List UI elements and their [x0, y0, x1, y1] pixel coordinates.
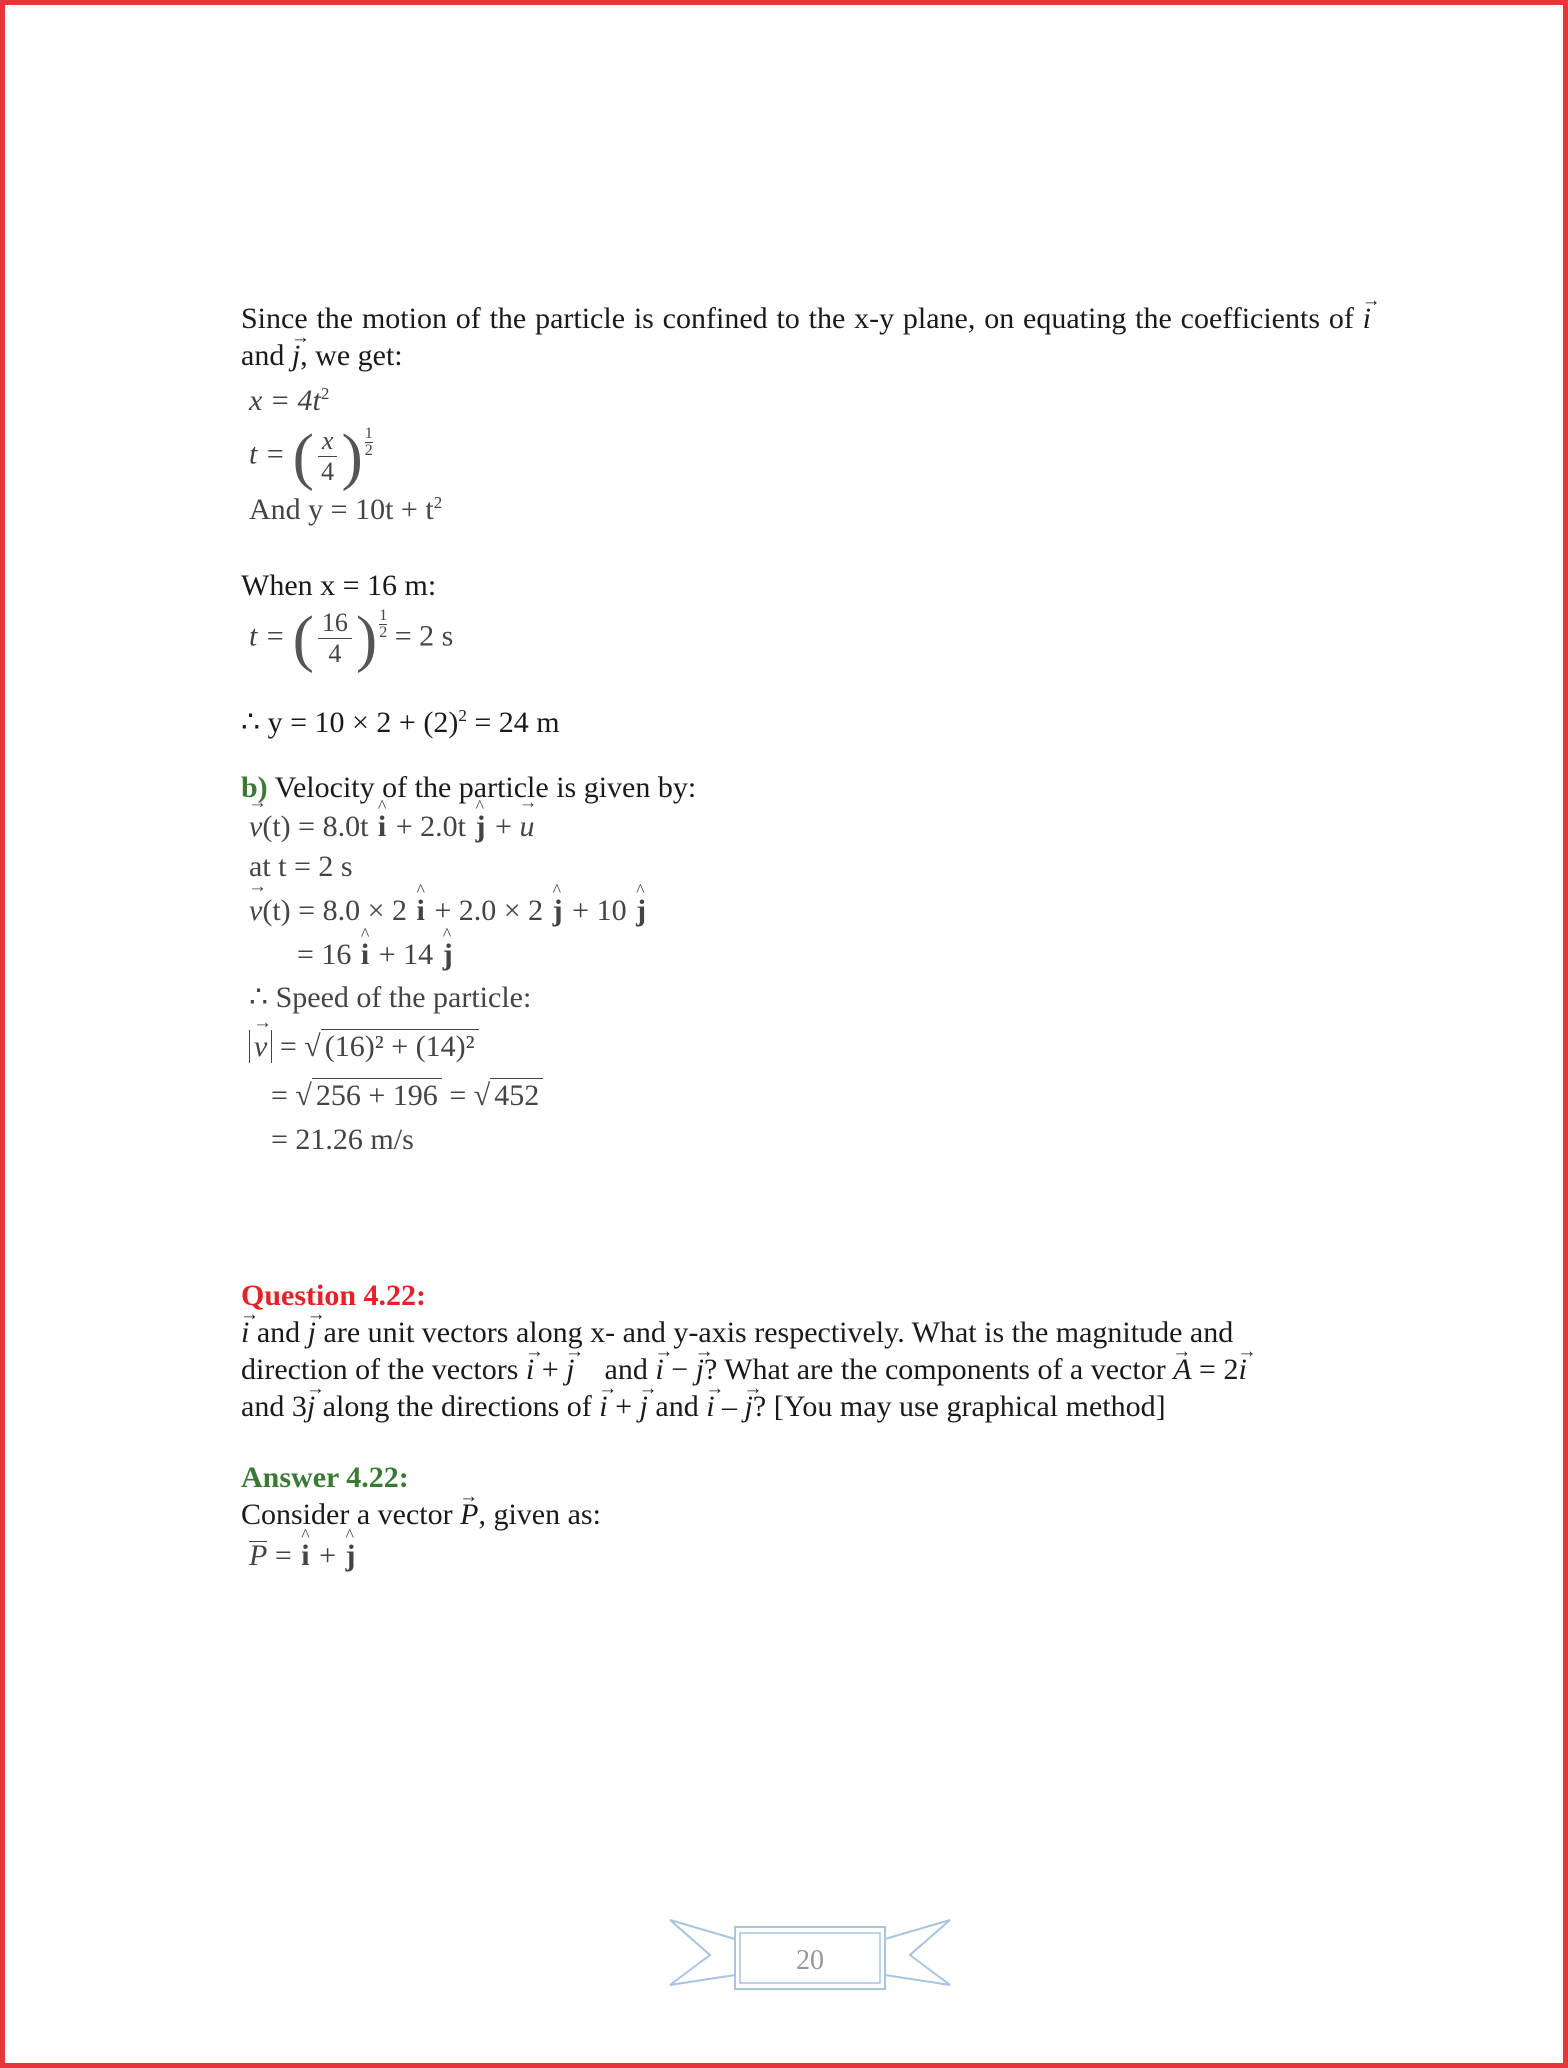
answer-equation: P = ^ i + ^ j — [249, 1539, 1371, 1573]
page-content — [241, 300, 1371, 1573]
equation-t-of-x: t = ( $\frac{x}{4}$ ) $\frac{1}{2}$ — [249, 420, 373, 492]
page-number: 20 — [796, 1945, 824, 1976]
velocity-result: = 16 ^ i + 14 ^ j — [297, 938, 1371, 972]
velocity-at-2: → v(t) = 8.0 × 2 ^ i + 2.0 × 2 ^ j + 10 ^ j — [249, 894, 1371, 928]
equation-x: $x = 4t^2$ — [249, 384, 330, 417]
question-title: Question 4.22: — [241, 1279, 427, 1312]
velocity-equation: → v(t) = 8.0t ^ i + 2.0t ^ j + → u — [249, 810, 1371, 844]
intro-paragraph: Since the motion of the particle is confined to the x-y plane, on equating the coefficients of → i and → j, we get: — [241, 300, 1371, 374]
when-x-16: When x = 16 m: — [241, 569, 437, 602]
speed-equation-2: = √ 256 + 196 = √ 452 — [271, 1078, 1371, 1113]
speed-result: = 21.26 m/s — [271, 1123, 414, 1156]
part-b-heading: b) Velocity of the particle is given by: — [241, 771, 697, 804]
speed-equation-1: → v = √ (16)² + (14)² — [249, 1029, 1371, 1064]
equation-t-value: t = ( $\frac{16}{4}$ ) $\frac{1}{2}$ = 2 s — [249, 602, 454, 674]
at-t-2: at t = 2 s — [249, 850, 353, 883]
equation-y: And $y = 10t + t^2$ — [249, 493, 443, 526]
speed-heading: ∴ Speed of the particle: — [249, 981, 532, 1014]
question-text: → i and → j are unit vectors along x- and y-axis respectively. What is the magnitude and direction of the vectors → i + → j and → i − → j? What are the components of a vector → A = 2→ i and 3→ j along the directions of → i + → j and → i – → j? [You may use graphical method] — [241, 1314, 1371, 1425]
answer-title: Answer 4.22: — [241, 1461, 409, 1494]
equation-y-value: ∴ $y = 10 \times 2 + (2)^2 = 24$ m — [241, 706, 560, 739]
answer-text: Consider a vector → P, given as: — [241, 1496, 1371, 1533]
